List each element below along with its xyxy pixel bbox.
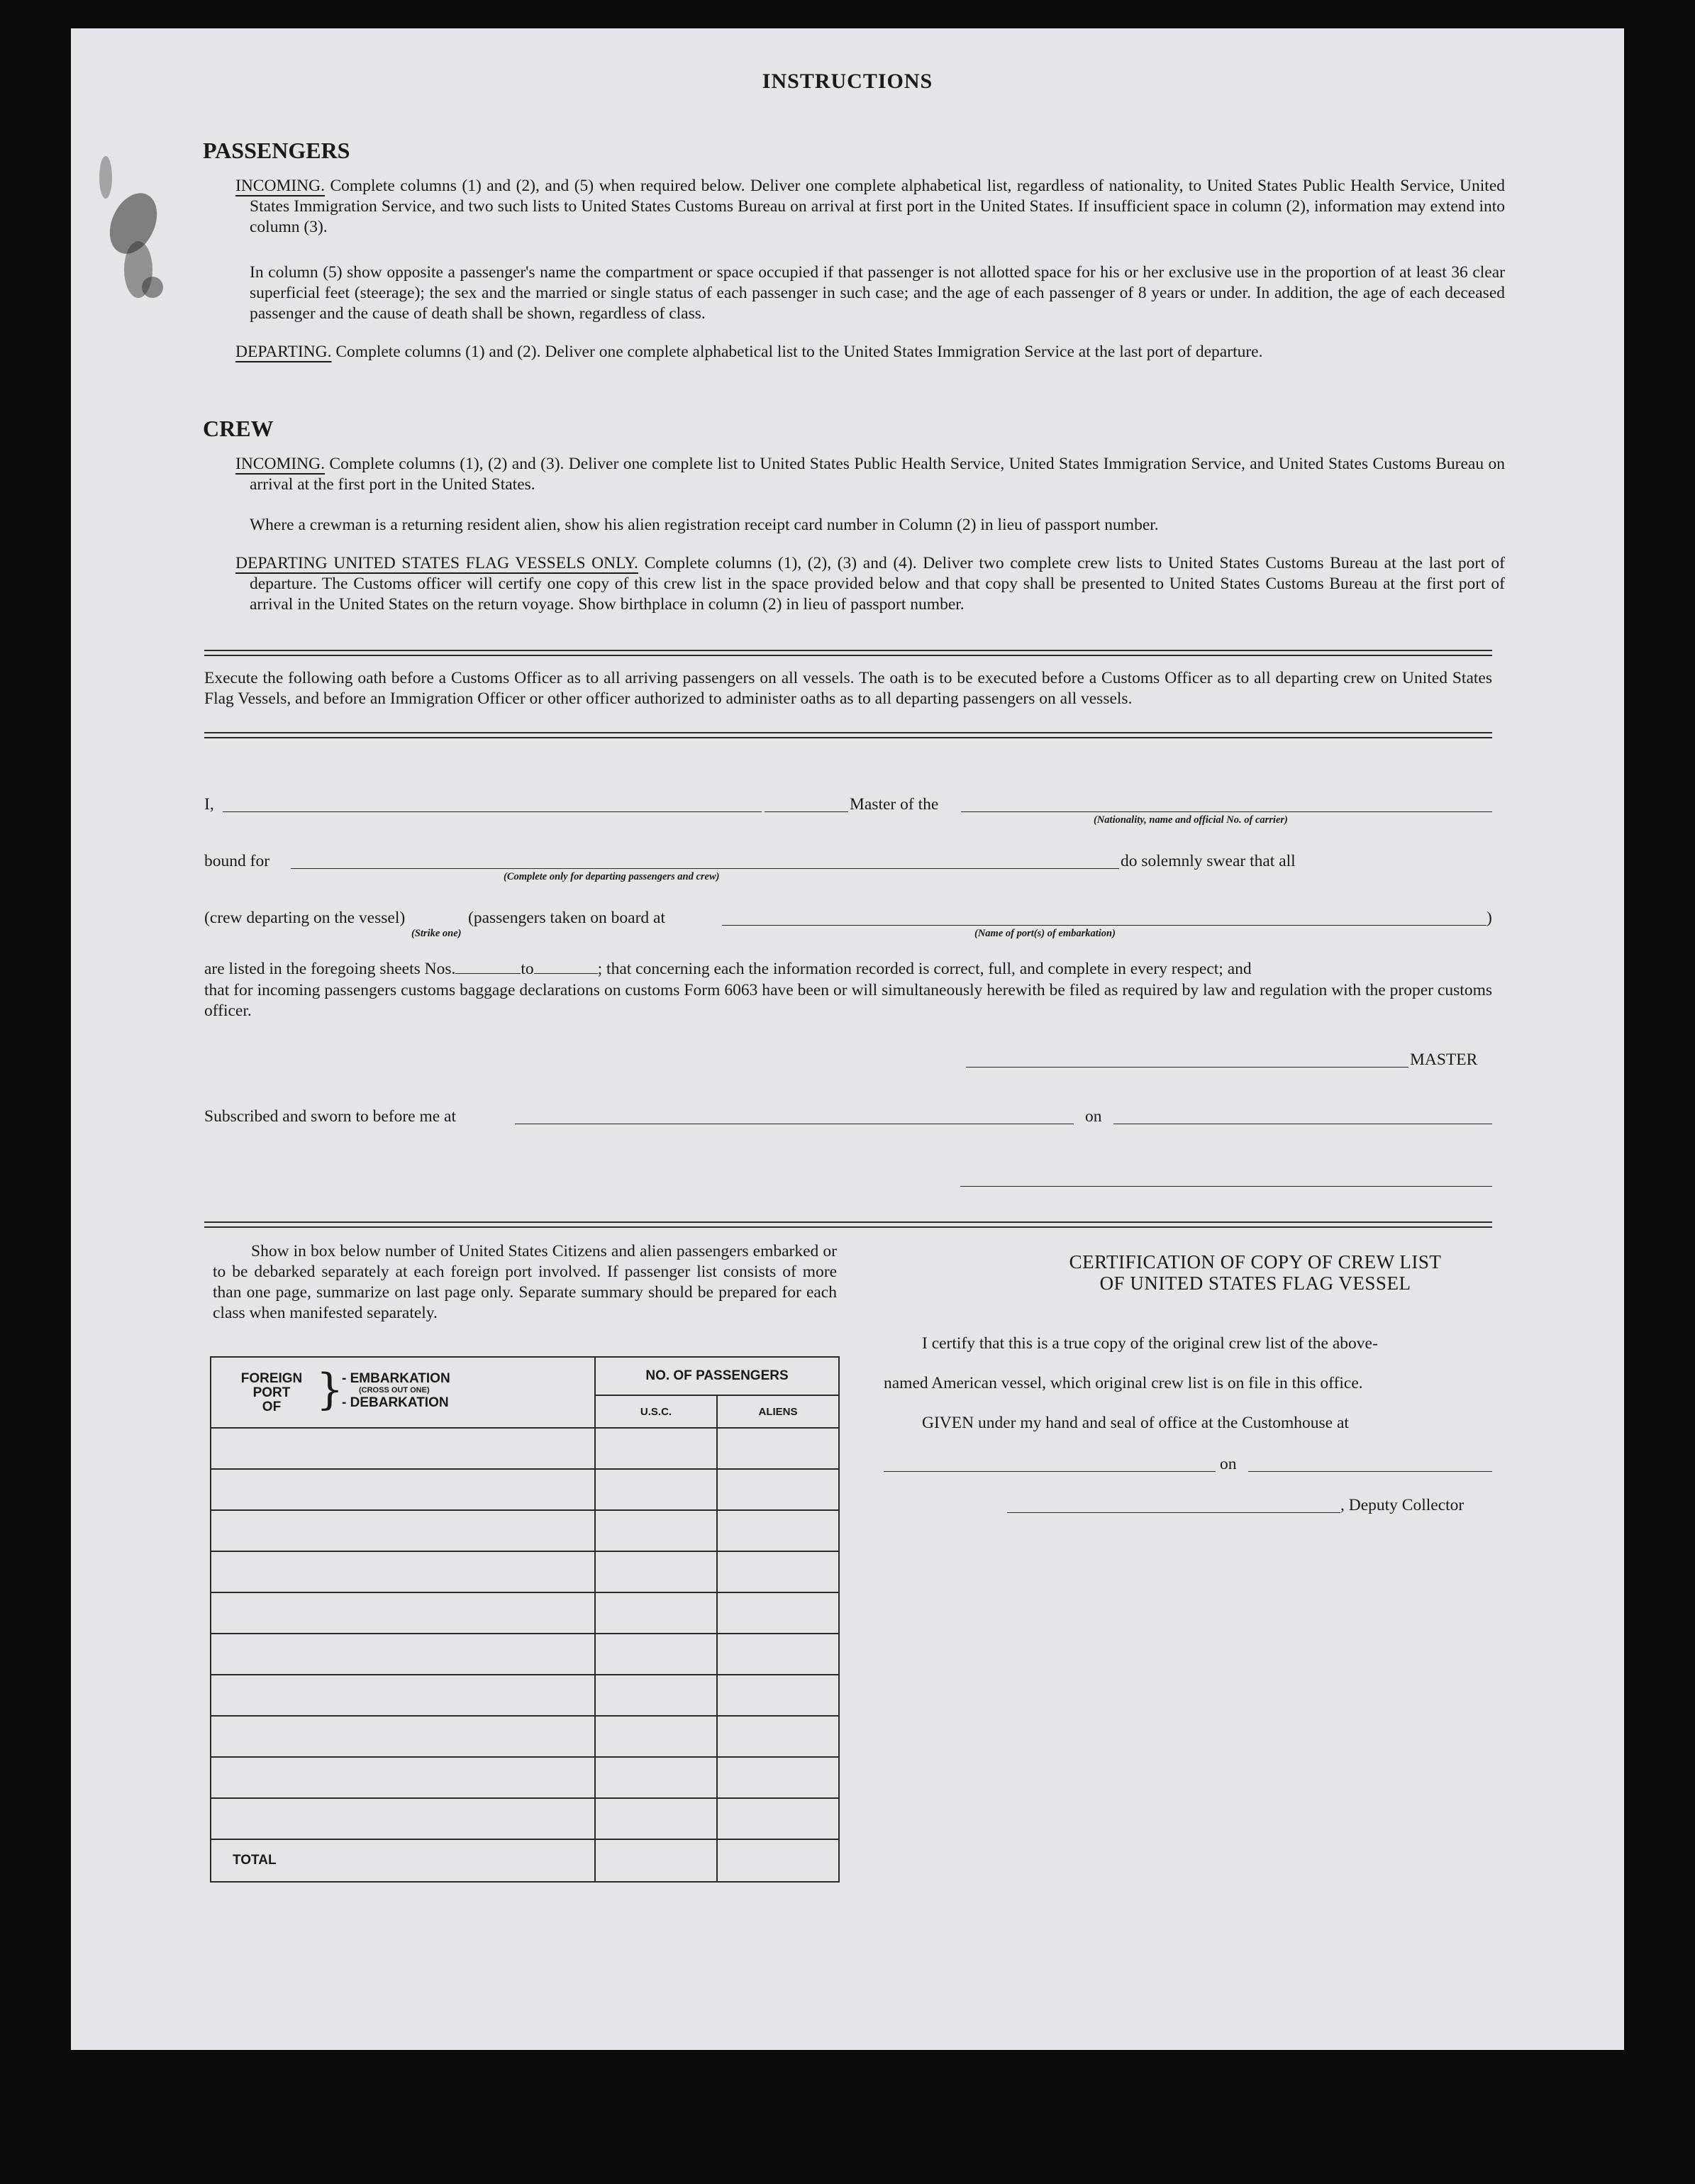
embarkation-ports-line[interactable] <box>722 925 1486 926</box>
usc-cell[interactable] <box>595 1469 717 1510</box>
embarkation-label: - EMBARKATION <box>342 1371 450 1386</box>
table-row <box>211 1634 839 1675</box>
page-title: INSTRUCTIONS <box>762 70 933 93</box>
table-row <box>211 1510 839 1551</box>
port-header-cell <box>211 1357 595 1428</box>
double-rule <box>204 650 1492 656</box>
crew-departing-text: Complete columns (1), (2), (3) and (4). Deliver two complete crew lists to United States Customs Bureau at the last port of departure. The Customs officer will certify one copy of this crew list in the space provided below and that copy shall be presented to United States Customs Bureau at the first port of arrival in the United States on the return voyage. Show birthplace in column (2) in lieu of passport number. <box>250 554 1505 614</box>
usc-cell[interactable] <box>595 1798 717 1839</box>
certification-title <box>922 1251 1589 1294</box>
usc-cell[interactable] <box>595 1634 717 1675</box>
port-cell[interactable] <box>211 1469 595 1510</box>
table-row <box>211 1757 839 1798</box>
aliens-cell[interactable] <box>717 1634 839 1675</box>
oath-master-of-the: Master of the <box>850 795 939 814</box>
passengers-incoming-paragraph <box>235 176 1506 238</box>
crew-departing-paragraph <box>235 553 1505 615</box>
port-summary-table <box>210 1356 840 1883</box>
table-row <box>211 1675 839 1716</box>
aliens-cell[interactable] <box>717 1551 839 1592</box>
crew-incoming-text: Complete columns (1), (2) and (3). Deliver one complete list to United States Public Health Service, United States Immigration Service, and United States Customs Bureau on arrival at the first port in the United States. <box>250 455 1505 494</box>
aliens-cell[interactable] <box>717 1428 839 1469</box>
table-row <box>211 1716 839 1757</box>
deputy-signature-line[interactable] <box>1007 1512 1340 1513</box>
usc-cell[interactable] <box>595 1592 717 1634</box>
document-page <box>71 28 1624 2050</box>
officer-signature-line[interactable] <box>960 1186 1492 1187</box>
total-row <box>211 1839 839 1882</box>
port-cell[interactable] <box>211 1798 595 1839</box>
usc-cell[interactable] <box>595 1551 717 1592</box>
passengers-departing-paragraph <box>235 342 1505 362</box>
crew-resident-paragraph: Where a crewman is a returning resident alien, show his alien registration receipt card number in Column (2) in lieu of passport number. <box>250 516 1159 534</box>
certification-on: on <box>1220 1455 1237 1473</box>
total-label: TOTAL <box>211 1839 595 1882</box>
carrier-line[interactable] <box>961 811 1492 812</box>
master-label: MASTER <box>1410 1051 1478 1069</box>
crew-heading: CREW <box>203 416 274 441</box>
name-of-ports-caption: (Name of port(s) of embarkation) <box>974 928 1116 939</box>
passengers-departing-text: Complete columns (1) and (2). Deliver one complete alphabetical list to the United States Immigration Service at the last port of departure. <box>335 343 1263 361</box>
deputy-collector-label: , Deputy Collector <box>1340 1496 1465 1514</box>
brace-icon: } <box>316 1365 344 1414</box>
double-rule <box>204 732 1492 738</box>
table-row <box>211 1469 839 1510</box>
table-row <box>211 1551 839 1592</box>
aliens-cell[interactable] <box>717 1510 839 1551</box>
aliens-cell[interactable] <box>717 1675 839 1716</box>
of-label: OF <box>262 1399 282 1414</box>
port-cell[interactable] <box>211 1510 595 1551</box>
port-cell[interactable] <box>211 1716 595 1757</box>
table-row <box>211 1798 839 1839</box>
port-cell[interactable] <box>211 1675 595 1716</box>
aliens-total-cell[interactable] <box>717 1839 839 1882</box>
certification-line-1: I certify that this is a true copy of the original crew list of the above- <box>922 1334 1378 1353</box>
subscribed-label: Subscribed and sworn to before me at <box>204 1107 457 1126</box>
oath-listed-line <box>204 959 1492 980</box>
oath-crew-departing: (crew departing on the vessel) <box>204 909 406 927</box>
customhouse-line[interactable] <box>884 1471 1216 1472</box>
oath-close-paren: ) <box>1486 909 1492 927</box>
foreign-label: FOREIGN <box>240 1371 303 1386</box>
port-cell[interactable] <box>211 1634 595 1675</box>
passengers-incoming-text: Complete columns (1) and (2), and (5) when required below. Deliver one complete alphabetical list, regardless of nationality, to United States Public Health Service, United States Immigration Service, and two such lists to United States Customs Bureau on arrival at first port in the United States. If insufficient space in column (2), information may extend into column (3). <box>250 177 1506 236</box>
port-cell[interactable] <box>211 1592 595 1634</box>
listed-text-a: are listed in the foregoing sheets Nos. <box>204 960 456 978</box>
sheet-from-line[interactable] <box>455 973 521 974</box>
aliens-cell[interactable] <box>717 1798 839 1839</box>
nationality-caption: (Nationality, name and official No. of carrier) <box>1094 814 1288 826</box>
complete-only-caption: (Complete only for departing passengers and crew) <box>504 871 720 882</box>
passengers-departing-label: DEPARTING. <box>235 343 332 361</box>
certification-title-2: OF UNITED STATES FLAG VESSEL <box>1099 1273 1411 1294</box>
usc-cell[interactable] <box>595 1757 717 1798</box>
certification-line-2: named American vessel, which original crew list is on file in this office. <box>884 1374 1363 1392</box>
summary-instruction: Show in box below number of United States Citizens and alien passengers embarked or to be debarked separately at each foreign port involved. If passenger list consists of more than one page, summarize on last page only. Separate summary should be prepared for each class when manifested separately. <box>213 1242 837 1322</box>
usc-cell[interactable] <box>595 1428 717 1469</box>
oath-i-label: I, <box>204 795 214 814</box>
usc-total-cell[interactable] <box>595 1839 717 1882</box>
sheet-to-line[interactable] <box>534 973 598 974</box>
passengers-column5-paragraph: In column (5) show opposite a passenger's name the compartment or space occupied if that passenger is not allotted space for his or her exclusive use in the proportion of at least 36 clear superficial feet (steerage); the sex and the married or single status of each passenger in such case; and the age of each passenger of 8 years or under. In addition, the age of each deceased passenger and the cause of death shall be shown, regardless of class. <box>250 263 1505 323</box>
master-signature-line[interactable] <box>966 1067 1408 1068</box>
usc-cell[interactable] <box>595 1716 717 1757</box>
aliens-cell[interactable] <box>717 1757 839 1798</box>
passengers-heading: PASSENGERS <box>203 138 350 163</box>
port-label: PORT <box>252 1385 291 1400</box>
usc-header: U.S.C. <box>595 1395 717 1428</box>
sworn-on-label: on <box>1085 1107 1102 1126</box>
debarkation-label: - DEBARKATION <box>342 1395 449 1410</box>
crew-incoming-paragraph <box>235 454 1505 495</box>
certification-date-line[interactable] <box>1248 1471 1492 1472</box>
cross-out-label: (CROSS OUT ONE) <box>359 1386 430 1395</box>
foreign-port-of-label <box>233 1372 311 1414</box>
oath-listed-rest: that for incoming passengers customs baggage declarations on customs Form 6063 have been or will simultaneously herewith be filed as required by law and regulation with the proper customs officer. <box>204 981 1492 1020</box>
no-passengers-header: NO. OF PASSENGERS <box>595 1357 839 1395</box>
port-cell[interactable] <box>211 1428 595 1469</box>
usc-cell[interactable] <box>595 1675 717 1716</box>
table-row <box>211 1428 839 1469</box>
listed-text-b: ; that concerning each the information recorded is correct, full, and complete in every respect; and <box>597 960 1252 978</box>
aliens-header: ALIENS <box>717 1395 839 1428</box>
certification-line-3: GIVEN under my hand and seal of office at the Customhouse at <box>922 1414 1349 1432</box>
master-name-line[interactable] <box>223 811 762 812</box>
master-name-line-2[interactable] <box>765 811 848 812</box>
strike-one-caption: (Strike one) <box>411 928 462 939</box>
aliens-cell[interactable] <box>717 1716 839 1757</box>
oath-instruction: Execute the following oath before a Customs Officer as to all arriving passengers on all vessels. The oath is to be executed before a Customs Officer as to all departing crew on United States Flag Vessels, and before an Immigration Officer or other officer authorized to administer oaths as to all departing passengers on all vessels. <box>204 669 1492 708</box>
table-row <box>211 1592 839 1634</box>
passengers-incoming-label: INCOMING. <box>235 177 325 195</box>
usc-cell[interactable] <box>595 1510 717 1551</box>
certification-title-1: CERTIFICATION OF COPY OF CREW LIST <box>1069 1251 1442 1273</box>
port-cell[interactable] <box>211 1551 595 1592</box>
crew-incoming-label: INCOMING. <box>235 455 325 473</box>
bound-for-line[interactable] <box>291 868 1119 869</box>
listed-to: to <box>521 960 534 978</box>
oath-do-solemnly: do solemnly swear that all <box>1121 852 1296 870</box>
port-cell[interactable] <box>211 1757 595 1798</box>
aliens-cell[interactable] <box>717 1592 839 1634</box>
aliens-cell[interactable] <box>717 1469 839 1510</box>
oath-bound-for: bound for <box>204 852 270 870</box>
oath-passengers-taken: (passengers taken on board at <box>468 909 665 927</box>
crew-departing-label: DEPARTING UNITED STATES FLAG VESSELS ONLY. <box>235 554 638 572</box>
double-rule <box>204 1221 1492 1228</box>
